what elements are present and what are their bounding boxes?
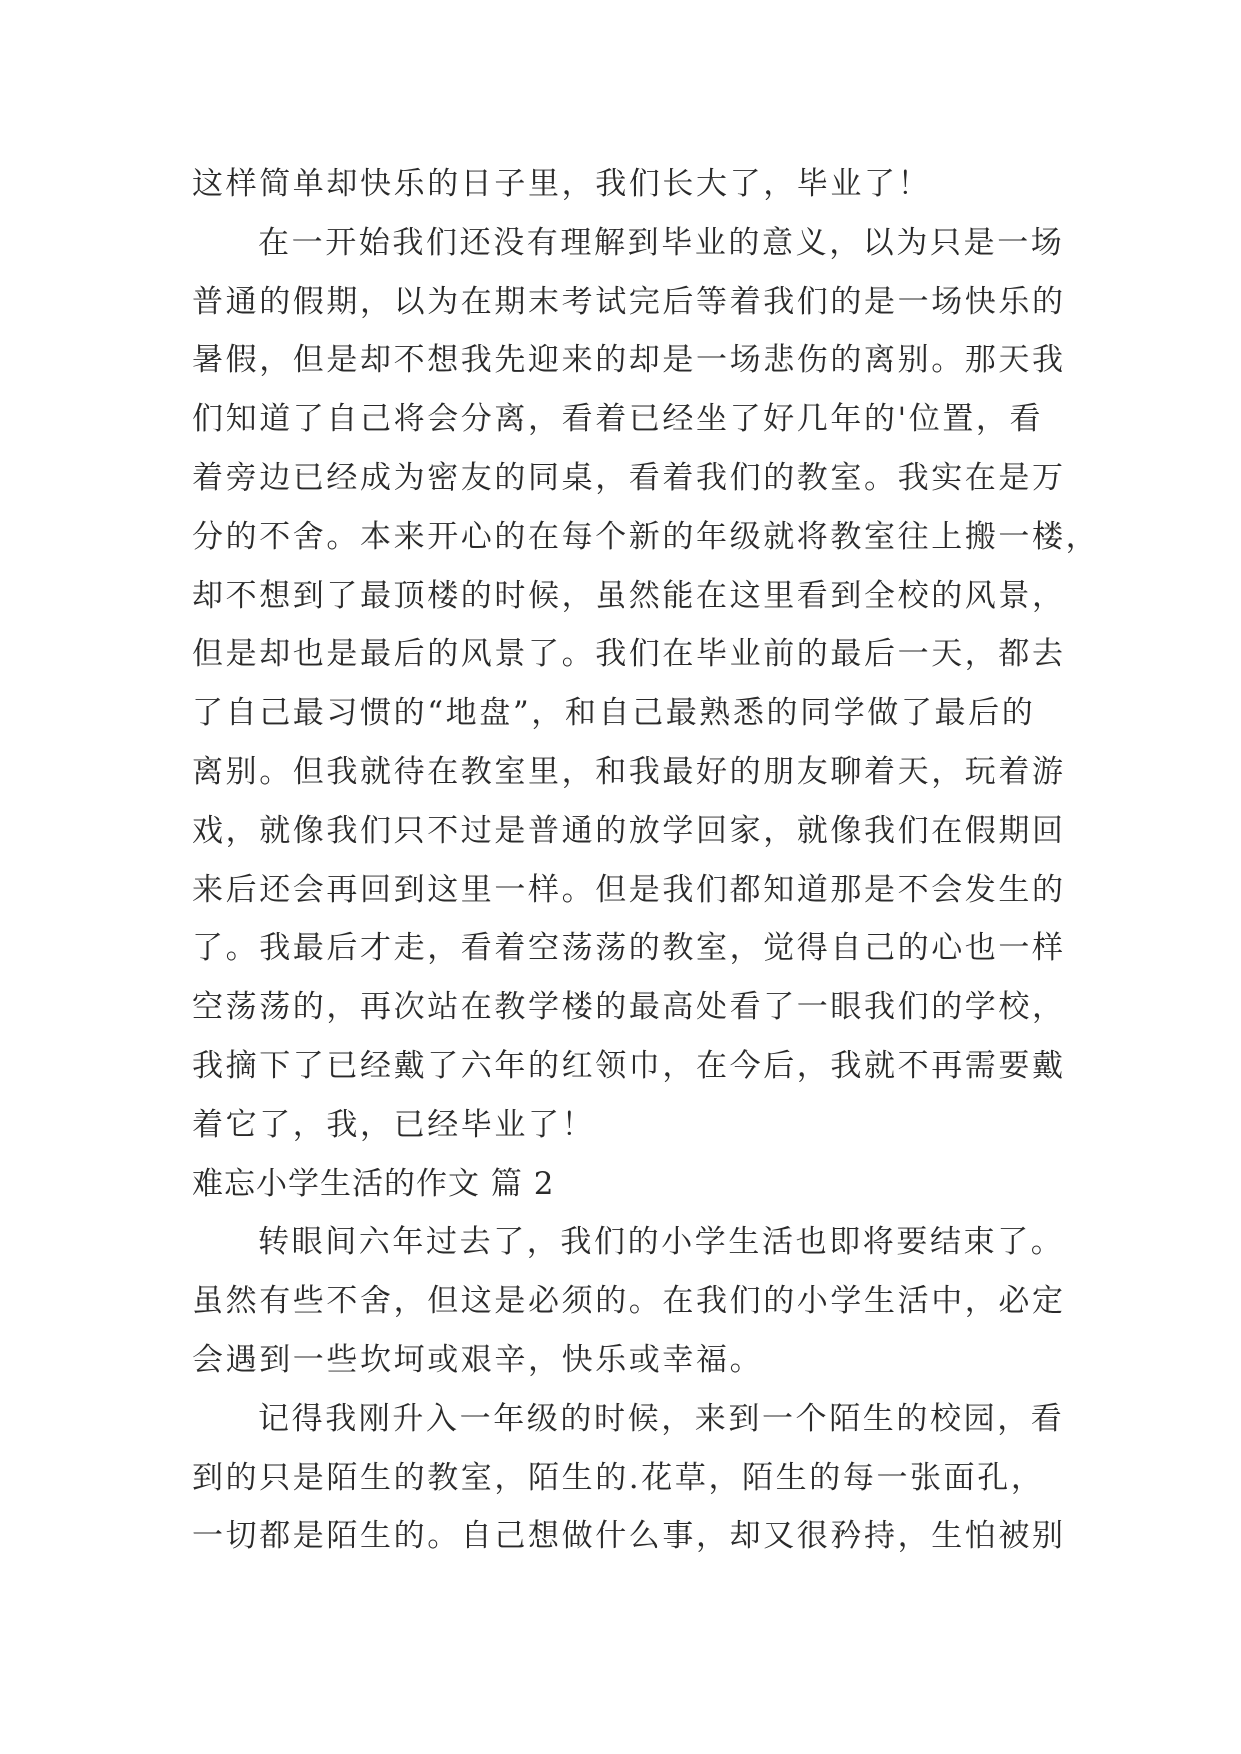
paragraph-start-line: 转眼间六年过去了，我们的小学生活也即将要结束了。 — [258, 1224, 1065, 1261]
text-line: 离别。但我就待在教室里，和我最好的朋友聊着天，玩着游 — [192, 753, 1066, 790]
text-line: 普通的假期，以为在期末考试完后等着我们的是一场快乐的 — [192, 283, 1066, 320]
text-line: 这样简单却快乐的日子里，我们长大了，毕业了！ — [192, 166, 932, 202]
text-line: 分的不舍。本来开心的在每个新的年级就将教室往上搬一楼， — [192, 518, 1100, 555]
text-line: 会遇到一些坎坷或艰辛，快乐或幸福。 — [192, 1341, 764, 1378]
text-line: 却不想到了最顶楼的时候，虽然能在这里看到全校的风景， — [192, 577, 1066, 614]
text-line: 暑假，但是却不想我先迎来的却是一场悲伤的离别。那天我 — [192, 342, 1066, 379]
text-line: 虽然有些不舍，但这是必须的。在我们的小学生活中，必定 — [192, 1283, 1066, 1320]
text-line: 到的只是陌生的教室，陌生的.花草，陌生的每一张面孔， — [192, 1459, 1045, 1496]
paragraph-start-line: 在一开始我们还没有理解到毕业的意义，以为只是一场 — [258, 224, 1065, 261]
text-line: 空荡荡的，再次站在教学楼的最高处看了一眼我们的学校， — [192, 989, 1066, 1026]
text-line: 来后还会再回到这里一样。但是我们都知道那是不会发生的 — [192, 871, 1066, 908]
paragraph-start-line: 记得我刚升入一年级的时候，来到一个陌生的校园，看 — [258, 1400, 1065, 1437]
section-heading: 难忘小学生活的作文 篇 2 — [192, 1165, 555, 1202]
document-body — [192, 155, 1100, 1566]
text-line: 戏，就像我们只不过是普通的放学回家，就像我们在假期回 — [192, 812, 1066, 849]
text-line: 了。我最后才走，看着空荡荡的教室，觉得自己的心也一样 — [192, 930, 1066, 967]
text-line: 了自己最习惯的“地盘”，和自己最熟悉的同学做了最后的 — [192, 695, 1036, 732]
text-line: 着旁边已经成为密友的同桌，看着我们的教室。我实在是万 — [192, 459, 1066, 496]
text-line: 我摘下了已经戴了六年的红领巾，在今后，我就不再需要戴 — [192, 1047, 1066, 1084]
text-line: 们知道了自己将会分离，看着已经坐了好几年的'位置，看 — [192, 401, 1044, 438]
text-line: 着它了，我，已经毕业了！ — [192, 1106, 596, 1143]
text-line: 但是却也是最后的风景了。我们在毕业前的最后一天，都去 — [192, 636, 1066, 673]
text-line: 一切都是陌生的。自己想做什么事，却又很矜持，生怕被别 — [192, 1518, 1066, 1555]
